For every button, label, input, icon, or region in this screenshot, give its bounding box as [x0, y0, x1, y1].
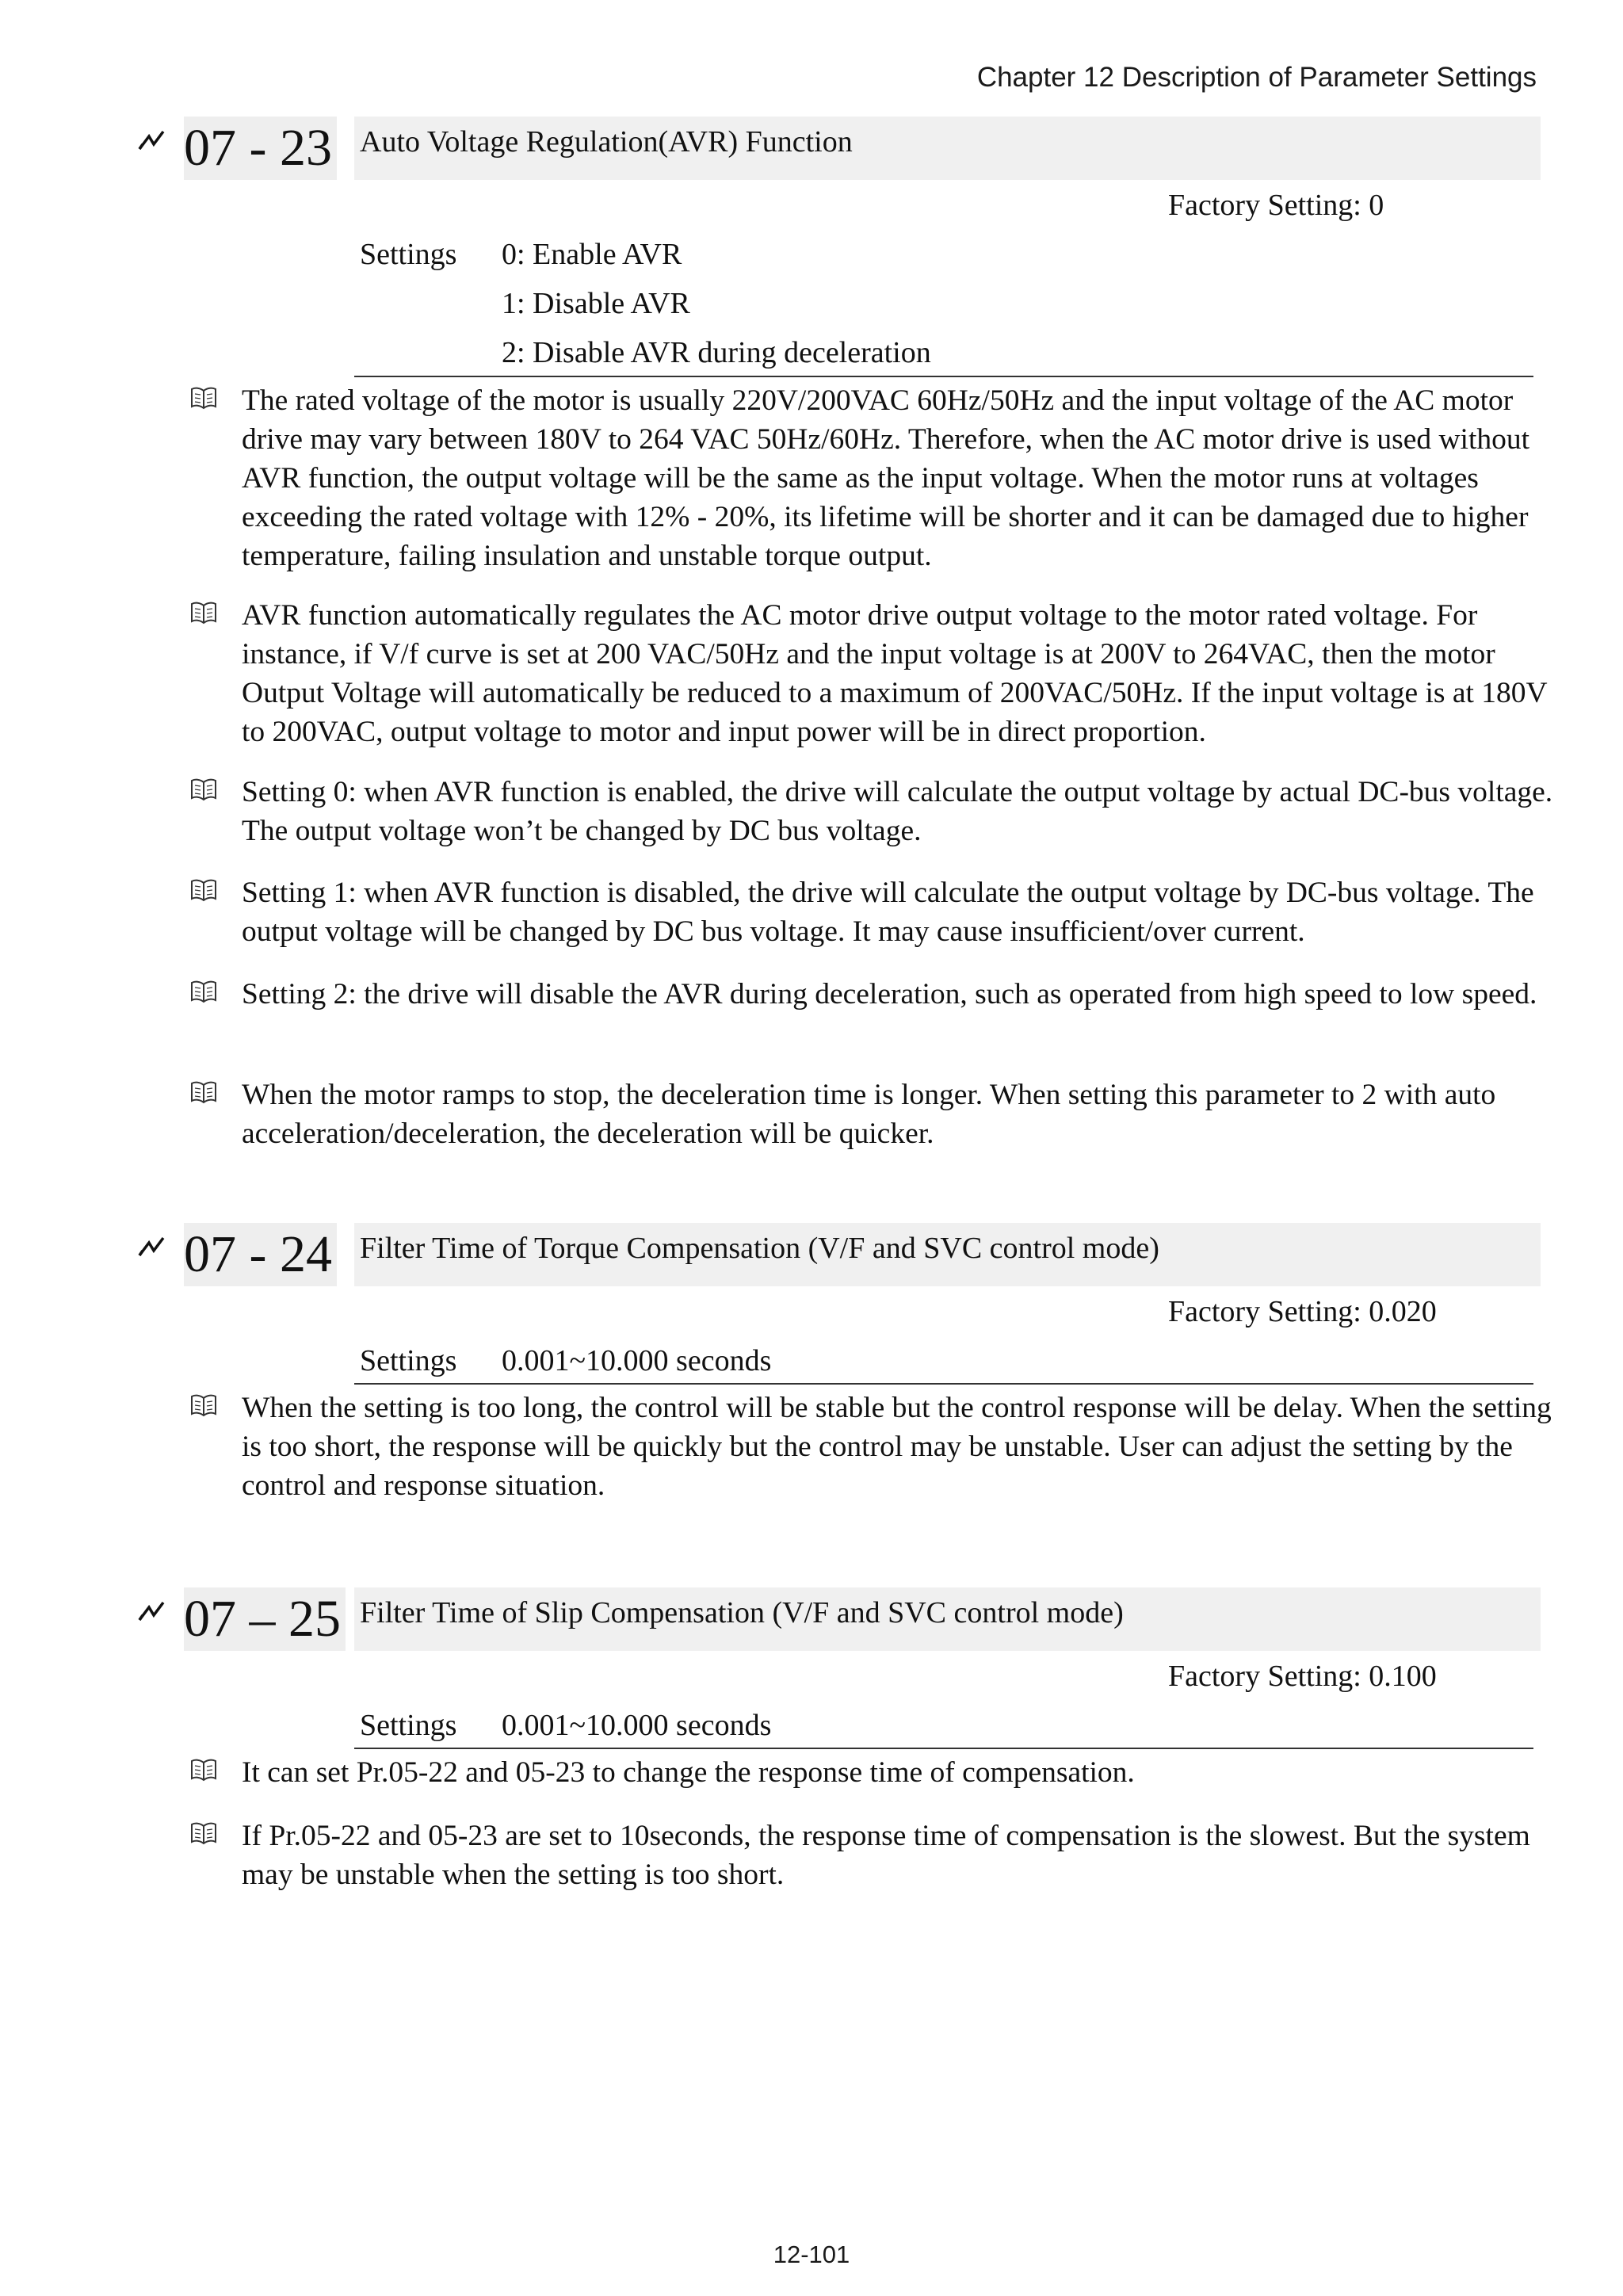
settings-label: Settings: [360, 1344, 457, 1377]
factory-setting: Factory Setting: 0.100: [1168, 1660, 1437, 1693]
parameter-id: 07 – 25: [184, 1587, 346, 1651]
parameter-title: Auto Voltage Regulation(AVR) Function: [360, 125, 853, 159]
book-icon: [190, 386, 217, 410]
note-text: Setting 2: the drive will disable the AVR during deceleration, such as operated from high speed to low speed.: [242, 978, 1537, 1010]
note-text: When the setting is too long, the control will be stable but the control response will be delay. When the setting is too short, the response will be quickly but the control may be unstable. User can adjust the setting by the control and response situation.: [242, 1392, 1552, 1502]
book-icon: [190, 878, 217, 902]
book-icon: [190, 1080, 217, 1104]
note-text: Setting 1: when AVR function is disabled, the drive will calculate the output voltage by DC-bus voltage. The output voltage will be changed by DC bus voltage. It may cause insufficient/over current.: [242, 877, 1534, 948]
parameter-title: Filter Time of Torque Compensation (V/F and SVC control mode): [360, 1232, 1159, 1265]
settings-divider: [354, 1748, 1533, 1749]
parameter-id: 07 - 23: [184, 117, 337, 180]
note-text: If Pr.05-22 and 05-23 are set to 10seconds, the response time of compensation is the slowest. But the system may be unstable when the setting is too short.: [242, 1820, 1530, 1891]
settings-divider: [354, 376, 1533, 377]
note-text: AVR function automatically regulates the AC motor drive output voltage to the motor rated voltage. For instance, if V/f curve is set at 200 VAC/50Hz and the input voltage is at 200V to 264VAC, then the motor Output Voltage will automatically be reduced to a maximum of 200VAC/50Hz. If the input voltage is at 180V to 200VAC, output voltage to motor and input power will be in direct proportion.: [242, 599, 1547, 748]
setting-option: 0.001~10.000 seconds: [502, 1709, 772, 1742]
setting-option: 1: Disable AVR: [502, 287, 690, 320]
setting-option: 2: Disable AVR during deceleration: [502, 336, 931, 369]
settings-label: Settings: [360, 238, 457, 271]
book-icon: [190, 601, 217, 625]
book-icon: [190, 1393, 217, 1417]
writable-parameter-icon: [136, 1233, 168, 1262]
note-text: When the motor ramps to stop, the deceleration time is longer. When setting this parameter to 2 with auto acceleration/deceleration, the deceleration will be quicker.: [242, 1079, 1496, 1150]
book-icon: [190, 777, 217, 801]
factory-setting: Factory Setting: 0.020: [1168, 1295, 1437, 1328]
page-number: 12-101: [773, 2241, 850, 2268]
settings-label: Settings: [360, 1709, 457, 1742]
setting-option: 0: Enable AVR: [502, 238, 682, 271]
note-text: It can set Pr.05-22 and 05-23 to change the response time of compensation.: [242, 1756, 1135, 1789]
note-text: Setting 0: when AVR function is enabled, the drive will calculate the output voltage by actual DC-bus voltage. The output voltage won’t be changed by DC bus voltage.: [242, 776, 1553, 847]
note-text: The rated voltage of the motor is usually 220V/200VAC 60Hz/50Hz and the input voltage of the AC motor drive may vary between 180V to 264 VAC 50Hz/60Hz. Therefore, when the AC motor drive is used without AVR function, the output voltage will be the same as the input voltage. When the motor runs at voltages exceeding the rated voltage with 12% - 20%, its lifetime will be shorter and it can be damaged due to higher temperature, failing insulation and unstable torque output.: [242, 384, 1530, 572]
factory-setting: Factory Setting: 0: [1168, 189, 1384, 222]
writable-parameter-icon: [136, 127, 168, 155]
writable-parameter-icon: [136, 1598, 168, 1626]
chapter-header: Chapter 12 Description of Parameter Settings: [976, 62, 1537, 93]
book-icon: [190, 1758, 217, 1782]
settings-divider: [354, 1383, 1533, 1385]
parameter-title: Filter Time of Slip Compensation (V/F and SVC control mode): [360, 1596, 1124, 1629]
parameter-id: 07 - 24: [184, 1223, 337, 1286]
book-icon: [190, 980, 217, 1003]
setting-option: 0.001~10.000 seconds: [502, 1344, 772, 1377]
book-icon: [190, 1821, 217, 1845]
